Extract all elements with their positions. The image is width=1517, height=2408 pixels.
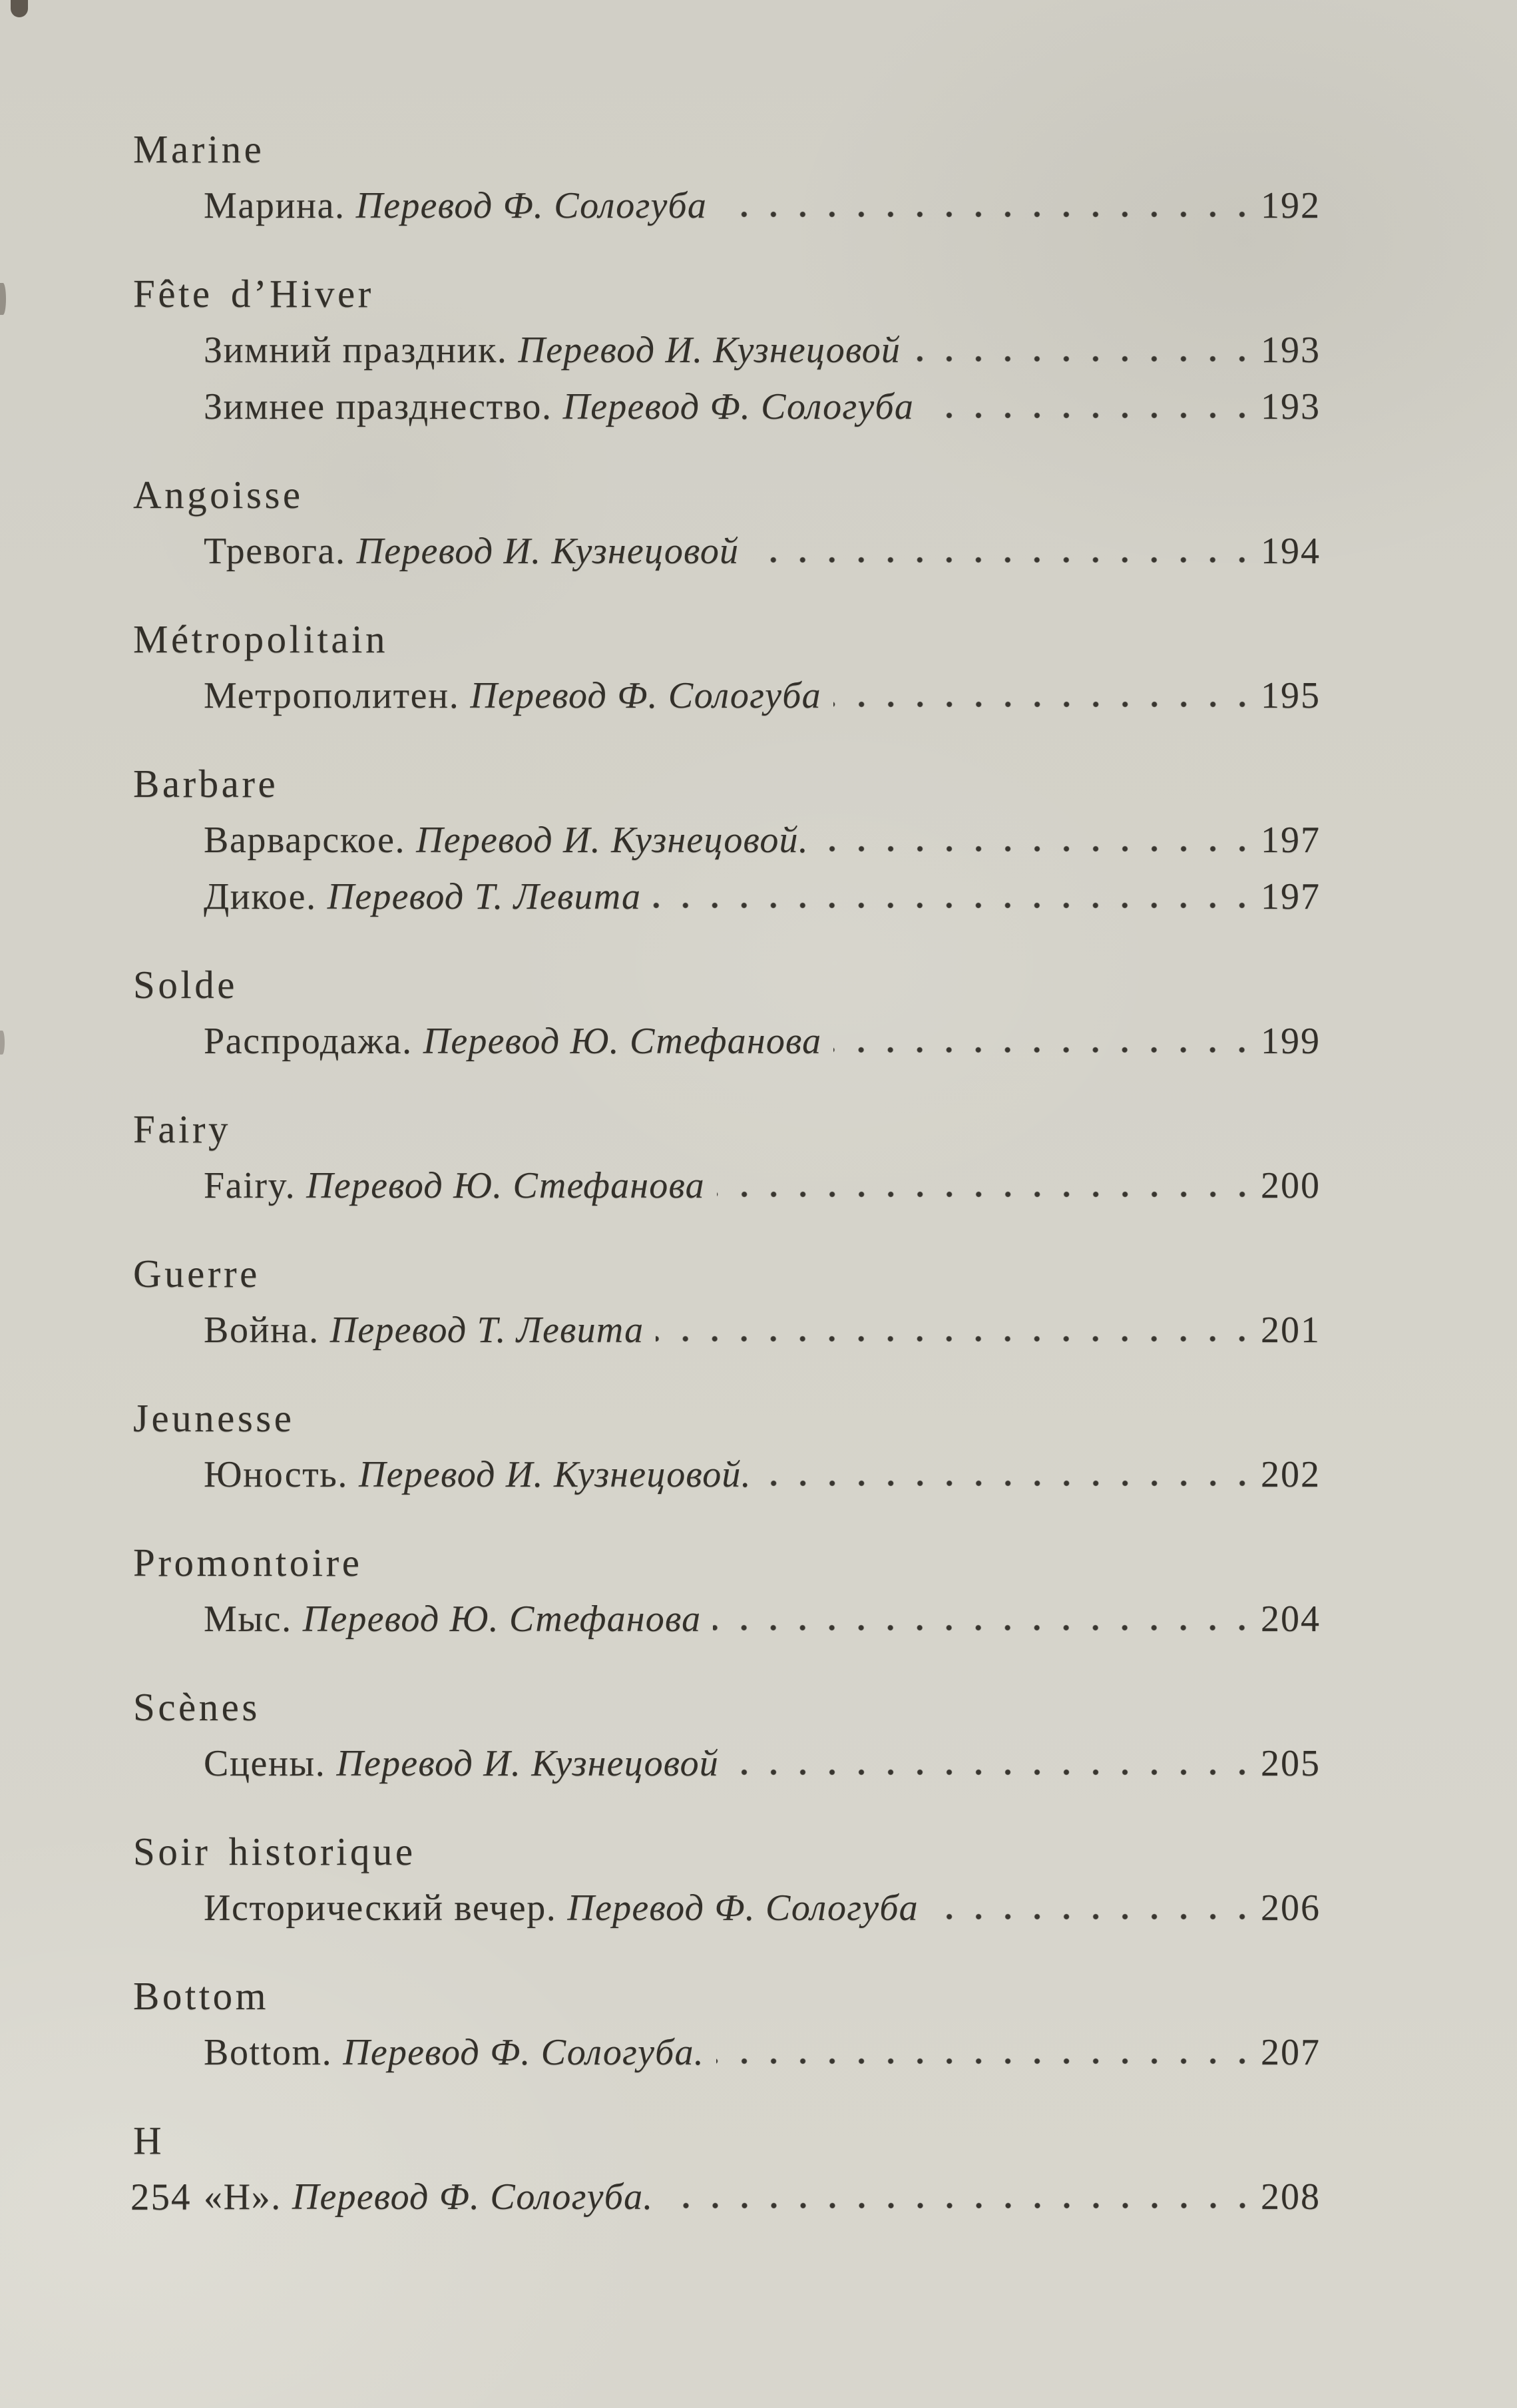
toc-entry bbox=[133, 178, 1321, 234]
dot-leader bbox=[713, 1624, 1257, 1631]
toc-entry-title: Марина. bbox=[204, 185, 345, 226]
toc-section bbox=[133, 2112, 1321, 2226]
toc-entry-page: 192 bbox=[1261, 185, 1321, 226]
toc-section bbox=[133, 1679, 1321, 1792]
toc-entry bbox=[133, 1158, 1321, 1214]
page-number: 254 bbox=[130, 2176, 192, 2218]
toc-entry-title: Тревога. bbox=[204, 531, 346, 572]
toc-entry-translator: Перевод Т. Левита bbox=[327, 876, 642, 917]
toc-entry bbox=[133, 1447, 1321, 1503]
dot-leader bbox=[763, 1480, 1257, 1487]
toc-entry-translator: Перевод Ф. Сологуба bbox=[562, 386, 915, 427]
photo-edge-artifact bbox=[0, 1031, 5, 1055]
toc-entry bbox=[133, 668, 1321, 724]
toc-entry bbox=[133, 523, 1321, 580]
toc-section-title: Marine bbox=[133, 127, 265, 171]
toc-section-title: Angoisse bbox=[133, 473, 304, 517]
toc-section-title: Bottom bbox=[133, 1974, 270, 2018]
toc-section bbox=[133, 957, 1321, 1070]
toc-entry-page: 202 bbox=[1261, 1454, 1321, 1495]
toc-section-title: Fairy bbox=[133, 1107, 232, 1151]
toc-entry-translator: Перевод И. Кузнецовой bbox=[336, 1743, 719, 1784]
toc-section-title: Solde bbox=[133, 963, 238, 1007]
toc-section bbox=[133, 1101, 1321, 1214]
toc-entry-page: 197 bbox=[1261, 876, 1321, 917]
toc-entry-translator: Перевод Ф. Сологуба. bbox=[292, 2176, 654, 2218]
toc-section-title: H bbox=[133, 2118, 165, 2162]
dot-leader bbox=[731, 1769, 1257, 1776]
toc-entry-title: Война. bbox=[204, 1310, 320, 1351]
toc-entry-page: 206 bbox=[1261, 1887, 1321, 1929]
toc-entry-title: Дикое. bbox=[204, 876, 317, 917]
toc-entry-page: 193 bbox=[1261, 330, 1321, 371]
toc-entry-title: «Н». bbox=[204, 2176, 282, 2218]
toc-entry-translator: Перевод Ю. Стефанова bbox=[302, 1598, 702, 1640]
toc-entry-page: 195 bbox=[1261, 675, 1321, 716]
toc-section bbox=[133, 467, 1321, 580]
toc-section-title: Soir historique bbox=[133, 1829, 416, 1873]
toc-entry-translator: Перевод И. Кузнецовой bbox=[518, 330, 901, 371]
dot-leader bbox=[913, 356, 1257, 362]
toc-entry bbox=[133, 1591, 1321, 1648]
toc-section bbox=[133, 1535, 1321, 1648]
dot-leader bbox=[656, 1335, 1257, 1342]
dot-leader bbox=[821, 845, 1257, 852]
toc-section bbox=[133, 1968, 1321, 2081]
toc-entry bbox=[133, 1880, 1321, 1937]
toc-entry-title: Метрополитен. bbox=[204, 675, 460, 716]
toc-entry-title: Bottom. bbox=[204, 2032, 333, 2073]
toc-entry-translator: Перевод И. Кузнецовой bbox=[356, 531, 740, 572]
toc-entry bbox=[133, 1736, 1321, 1792]
toc-section bbox=[133, 756, 1321, 925]
toc-entry-title: Распродажа. bbox=[204, 1021, 413, 1062]
toc-section bbox=[133, 611, 1321, 724]
toc-entry-title: Сцены. bbox=[204, 1743, 326, 1784]
toc-entry-title: Fairy. bbox=[204, 1165, 296, 1206]
dot-leader bbox=[719, 211, 1257, 218]
toc-entry-page: 201 bbox=[1261, 1310, 1321, 1351]
toc-section bbox=[133, 1246, 1321, 1359]
toc-section-title: Fête d’Hiver bbox=[133, 272, 374, 316]
toc-entry bbox=[133, 1302, 1321, 1359]
dot-leader bbox=[717, 1191, 1257, 1198]
toc-entry bbox=[133, 812, 1321, 869]
toc-section-title: Scènes bbox=[133, 1685, 260, 1729]
toc-entry-translator: Перевод Ф. Сологуба bbox=[355, 185, 708, 226]
toc-entry-page: 199 bbox=[1261, 1021, 1321, 1062]
toc-entry-page: 193 bbox=[1261, 386, 1321, 427]
toc-entry bbox=[133, 1013, 1321, 1070]
toc-entry-title: Мыс. bbox=[204, 1598, 292, 1640]
dot-leader bbox=[926, 412, 1257, 419]
toc-section bbox=[133, 1823, 1321, 1937]
toc-section-title: Barbare bbox=[133, 762, 279, 806]
toc-entry-translator: Перевод Ю. Стефанова bbox=[306, 1165, 705, 1206]
toc-entry bbox=[133, 322, 1321, 379]
toc-entry-translator: Перевод И. Кузнецовой. bbox=[359, 1454, 752, 1495]
toc-entry bbox=[133, 869, 1321, 925]
toc-section bbox=[133, 266, 1321, 435]
toc-entry bbox=[133, 2025, 1321, 2081]
table-of-contents bbox=[133, 121, 1321, 2257]
toc-entry-translator: Перевод Т. Левита bbox=[329, 1310, 644, 1351]
toc-entry-title: Варварское. bbox=[204, 820, 406, 861]
toc-entry-title: Зимнее празднество. bbox=[204, 386, 552, 427]
toc-section-title: Jeunesse bbox=[133, 1396, 295, 1440]
dot-leader bbox=[716, 2058, 1257, 2064]
photo-edge-artifact bbox=[0, 283, 6, 315]
dot-leader bbox=[751, 557, 1257, 563]
toc-entry-translator: Перевод Ф. Сологуба bbox=[470, 675, 821, 716]
toc-entry-title: Юность. bbox=[204, 1454, 348, 1495]
toc-section-title: Guerre bbox=[133, 1252, 260, 1296]
toc-entry bbox=[133, 2169, 1321, 2226]
toc-entry-title: Зимний праздник. bbox=[204, 330, 508, 371]
toc-entry-translator: Перевод И. Кузнецовой. bbox=[416, 820, 809, 861]
photo-edge-artifact bbox=[11, 0, 28, 17]
toc-section bbox=[133, 1390, 1321, 1503]
toc-entry-translator: Перевод Ю. Стефанова bbox=[423, 1021, 822, 1062]
toc-entry-title: Исторический вечер. bbox=[204, 1887, 557, 1929]
dot-leader bbox=[833, 1047, 1257, 1053]
toc-entry bbox=[133, 379, 1321, 435]
toc-entry-page: 194 bbox=[1261, 531, 1321, 572]
toc-entry-translator: Перевод Ф. Сологуба. bbox=[343, 2032, 704, 2073]
dot-leader bbox=[833, 701, 1257, 708]
dot-leader bbox=[666, 2202, 1257, 2209]
toc-entry-page: 197 bbox=[1261, 820, 1321, 861]
toc-entry-page: 205 bbox=[1261, 1743, 1321, 1784]
toc-entry-page: 204 bbox=[1261, 1598, 1321, 1640]
toc-section-title: Promontoire bbox=[133, 1541, 363, 1584]
toc-entry-page: 200 bbox=[1261, 1165, 1321, 1206]
dot-leader bbox=[653, 902, 1257, 909]
toc-section-title: Métropolitain bbox=[133, 617, 388, 661]
dot-leader bbox=[931, 1913, 1257, 1920]
toc-entry-translator: Перевод Ф. Сологуба bbox=[567, 1887, 919, 1929]
toc-section bbox=[133, 121, 1321, 234]
toc-entry-page: 207 bbox=[1261, 2032, 1321, 2073]
toc-entry-page: 208 bbox=[1261, 2176, 1321, 2218]
